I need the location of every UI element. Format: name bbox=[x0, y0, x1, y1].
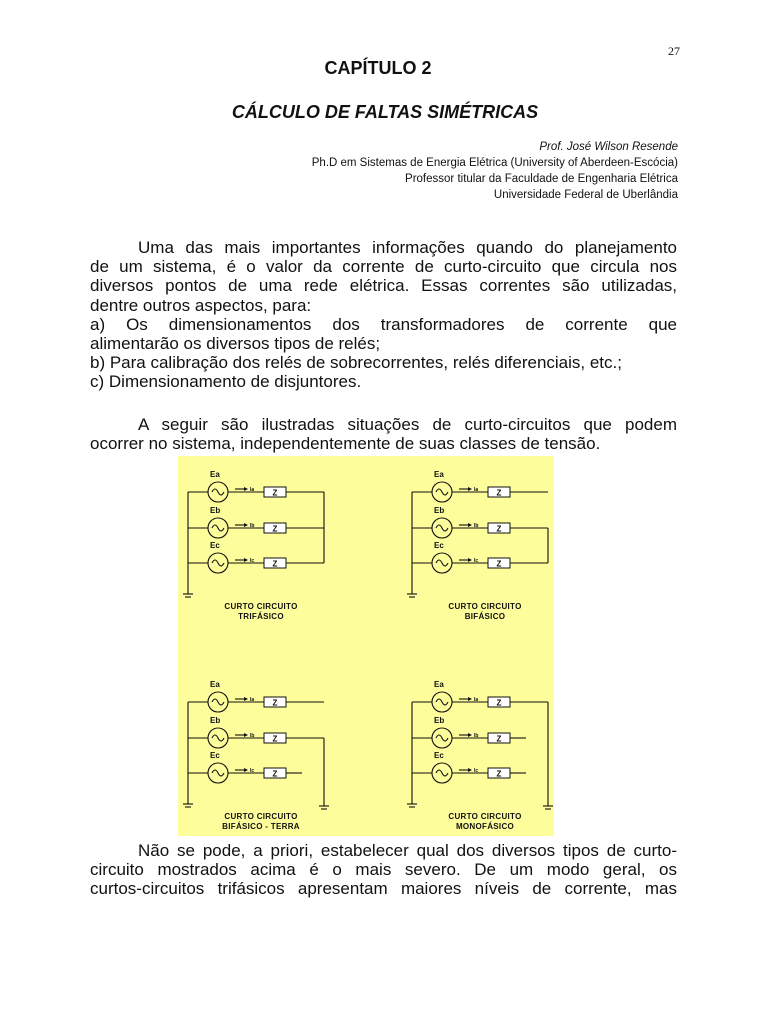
sine-wave-icon bbox=[212, 735, 224, 741]
source-label-eb: Eb bbox=[210, 506, 221, 515]
source-label-ec: Ec bbox=[210, 751, 220, 760]
panel-label-two-phase-ground: CURTO CIRCUITO BIFÁSICO - TERRA bbox=[222, 812, 300, 831]
current-label-ib: Ib bbox=[250, 733, 255, 739]
sine-wave-icon bbox=[436, 770, 448, 776]
source-label-ea: Ea bbox=[434, 470, 444, 479]
source-label-eb: Eb bbox=[210, 716, 221, 725]
intro-paragraph bbox=[90, 238, 677, 392]
chapter-title: CÁLCULO DE FALTAS SIMÉTRICAS bbox=[231, 102, 539, 122]
impedance-label: Z bbox=[496, 559, 502, 569]
source-label-ec: Ec bbox=[434, 541, 444, 550]
source-label-ec: Ec bbox=[210, 541, 220, 550]
sine-wave-icon bbox=[212, 699, 224, 705]
arrow-head-icon bbox=[244, 523, 248, 527]
arrow-head-icon bbox=[244, 558, 248, 562]
lead-paragraph bbox=[90, 415, 677, 453]
sine-wave-icon bbox=[436, 525, 448, 531]
sine-wave-icon bbox=[212, 560, 224, 566]
sine-wave-icon bbox=[436, 560, 448, 566]
impedance-label: Z bbox=[272, 488, 278, 498]
page-number: 27 bbox=[668, 44, 680, 58]
panel-label-single-phase: CURTO CIRCUITO MONOFÁSICO bbox=[448, 812, 522, 831]
sine-wave-icon bbox=[212, 525, 224, 531]
source-label-ea: Ea bbox=[210, 470, 220, 479]
author-block bbox=[312, 139, 678, 203]
panel-label-two-phase: CURTO CIRCUITO BIFÁSICO bbox=[448, 602, 522, 621]
text-line: curtos-circuitos trifásicos apresentam maiores níveis de corrente, mas bbox=[90, 879, 677, 899]
arrow-head-icon bbox=[244, 768, 248, 772]
text-line: dentre outros aspectos, para: bbox=[90, 295, 312, 315]
source-label-eb: Eb bbox=[434, 506, 445, 515]
current-label-ia: Ia bbox=[250, 697, 255, 703]
text-line: alimentarão os diversos tipos de relés; bbox=[90, 334, 381, 354]
circuit-drawings bbox=[178, 456, 554, 836]
text-line: Uma das mais importantes informações quando do planejamento bbox=[138, 238, 677, 257]
author-degree: Ph.D em Sistemas de Energia Elétrica (University of Aberdeen-Escócia) bbox=[311, 157, 678, 169]
impedance-label: Z bbox=[272, 559, 278, 569]
impedance-label: Z bbox=[272, 524, 278, 534]
sine-wave-icon bbox=[436, 735, 448, 741]
short-circuit-diagrams bbox=[178, 456, 554, 836]
current-label-ib: Ib bbox=[250, 523, 255, 529]
impedance-label: Z bbox=[496, 698, 502, 708]
current-label-ia: Ia bbox=[250, 487, 255, 493]
source-label-ea: Ea bbox=[210, 680, 220, 689]
sine-wave-icon bbox=[436, 699, 448, 705]
chapter-heading: CAPÍTULO 2 bbox=[324, 58, 432, 78]
source-label-ec: Ec bbox=[434, 751, 444, 760]
impedance-label: Z bbox=[496, 734, 502, 744]
arrow-head-icon bbox=[468, 523, 472, 527]
sine-wave-icon bbox=[212, 489, 224, 495]
current-label-ib: Ib bbox=[474, 733, 479, 739]
arrow-head-icon bbox=[244, 697, 248, 701]
list-item-b: b) Para calibração dos relés de sobrecorrentes, relés diferenciais, etc.; bbox=[90, 353, 622, 373]
sine-wave-icon bbox=[436, 489, 448, 495]
arrow-head-icon bbox=[244, 733, 248, 737]
current-label-ic: Ic bbox=[250, 558, 255, 564]
source-label-ea: Ea bbox=[434, 680, 444, 689]
list-item-a: a) Os dimensionamentos dos transformadores de corrente que bbox=[90, 314, 677, 334]
current-label-ic: Ic bbox=[474, 558, 479, 564]
impedance-label: Z bbox=[272, 769, 278, 779]
sine-wave-icon bbox=[212, 770, 224, 776]
current-label-ib: Ib bbox=[474, 523, 479, 529]
text-line: ocorrer no sistema, independentemente de suas classes de tensão. bbox=[90, 434, 601, 454]
text-line: A seguir são ilustradas situações de curto-circuitos que podem bbox=[138, 415, 677, 434]
current-label-ia: Ia bbox=[474, 487, 479, 493]
text-line: de um sistema, é o valor da corrente de curto-circuito que circula nos bbox=[90, 257, 677, 277]
author-position: Professor titular da Faculdade de Engenharia Elétrica bbox=[405, 173, 678, 185]
impedance-label: Z bbox=[272, 698, 278, 708]
arrow-head-icon bbox=[468, 487, 472, 491]
author-university: Universidade Federal de Uberlândia bbox=[493, 189, 678, 201]
current-label-ic: Ic bbox=[250, 768, 255, 774]
closing-paragraph bbox=[90, 841, 677, 899]
arrow-head-icon bbox=[468, 697, 472, 701]
author-name: Prof. José Wilson Resende bbox=[539, 141, 678, 153]
arrow-head-icon bbox=[468, 733, 472, 737]
circuit-two-phase bbox=[407, 470, 548, 597]
arrow-head-icon bbox=[244, 487, 248, 491]
impedance-label: Z bbox=[496, 769, 502, 779]
text-line: circuito mostrados acima é o mais severo. De um modo geral, os bbox=[90, 860, 677, 880]
panel-label-three-phase: CURTO CIRCUITO TRIFÁSICO bbox=[224, 602, 298, 621]
circuit-two-phase-ground bbox=[183, 680, 329, 809]
text-line: diversos pontos de uma rede elétrica. Essas correntes são utilizadas, bbox=[90, 276, 677, 296]
source-label-eb: Eb bbox=[434, 716, 445, 725]
circuit-single-phase bbox=[407, 680, 553, 809]
text-line: Não se pode, a priori, estabelecer qual dos diversos tipos de curto- bbox=[138, 841, 677, 860]
impedance-label: Z bbox=[496, 524, 502, 534]
arrow-head-icon bbox=[468, 768, 472, 772]
current-label-ia: Ia bbox=[474, 697, 479, 703]
list-item-c: c) Dimensionamento de disjuntores. bbox=[90, 372, 362, 392]
arrow-head-icon bbox=[468, 558, 472, 562]
current-label-ic: Ic bbox=[474, 768, 479, 774]
impedance-label: Z bbox=[496, 488, 502, 498]
circuit-three-phase bbox=[183, 470, 324, 597]
impedance-label: Z bbox=[272, 734, 278, 744]
